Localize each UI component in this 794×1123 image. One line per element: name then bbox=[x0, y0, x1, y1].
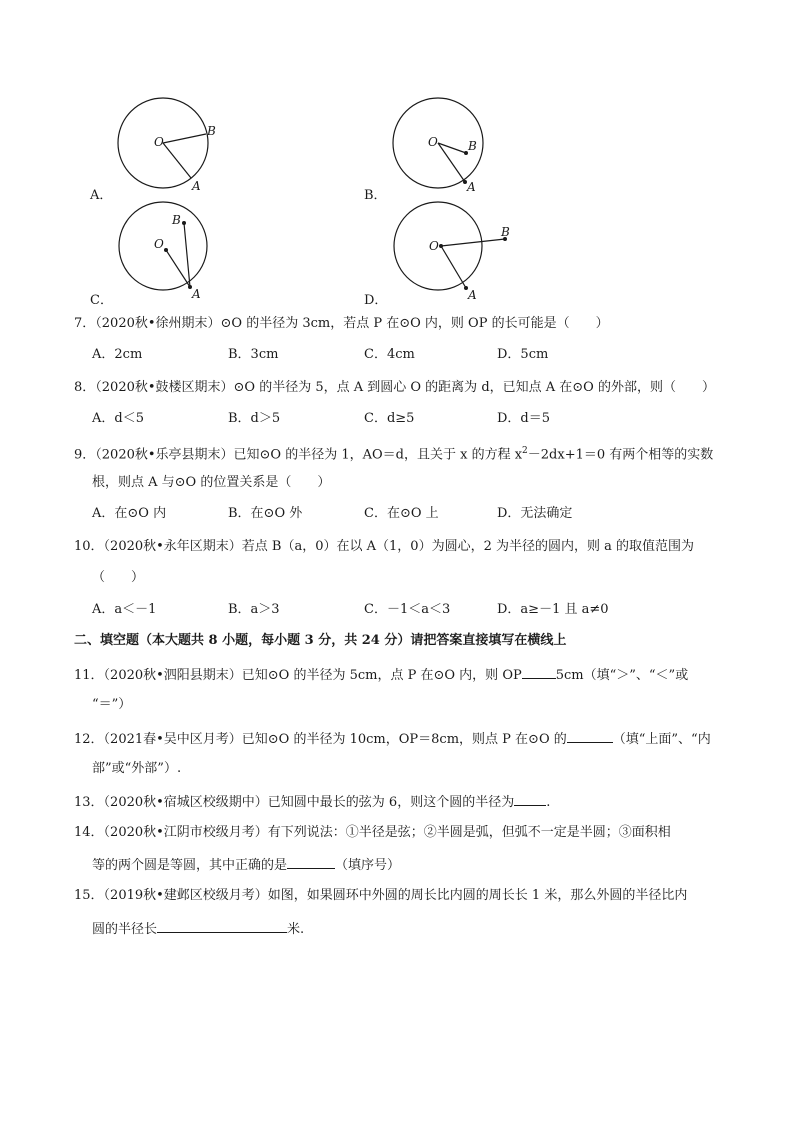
question-15-post: 米. bbox=[287, 922, 305, 937]
question-8-option-a[interactable]: A．d＜5 bbox=[92, 411, 144, 426]
question-15-pre: 圆的半径长 bbox=[92, 922, 158, 937]
question-12-line1 bbox=[74, 730, 711, 748]
question-14-pre: 等的两个圆是等圆，其中正确的是 bbox=[92, 858, 288, 873]
figure-d-point-o bbox=[439, 244, 443, 248]
question-10-option-b[interactable]: B．a＞3 bbox=[228, 602, 280, 617]
question-9-option-a[interactable]: A．在⊙O 内 bbox=[92, 506, 167, 521]
question-9-stem-post: －2dx+1＝0 有两个相等的实数 bbox=[527, 447, 714, 463]
figure-b-segment-ob bbox=[438, 143, 466, 153]
question-15-answer-blank[interactable] bbox=[157, 920, 287, 933]
question-11-answer-blank[interactable] bbox=[522, 666, 556, 679]
figure-a-label-o: O bbox=[154, 135, 164, 149]
figure-a-segment-ob bbox=[163, 134, 206, 143]
figure-c-segment-oa bbox=[166, 250, 190, 287]
question-10-option-a[interactable]: A．a＜－1 bbox=[92, 602, 157, 617]
question-8-stem: 8．（2020秋•鼓楼区期末）⊙O 的半径为 5，点 A 到圆心 O 的距离为 d，已知点 A 在⊙O 的外部，则（ ） bbox=[74, 380, 715, 395]
question-9-option-b[interactable]: B．在⊙O 外 bbox=[228, 506, 303, 521]
figure-c-label: C． bbox=[90, 293, 113, 308]
figure-b-label-a: A bbox=[467, 180, 476, 194]
question-8-option-b[interactable]: B．d＞5 bbox=[228, 411, 281, 426]
question-11-line2: “＝”） bbox=[92, 697, 132, 712]
question-10-stem-line1: 10．（2020秋•永年区期末）若点 B（a，0）在以 A（1，0）为圆心，2 为半径的圆内，则 a 的取值范围为 bbox=[74, 539, 694, 554]
question-8-option-c[interactable]: C．d≥5 bbox=[364, 411, 415, 426]
question-12-answer-blank[interactable] bbox=[567, 730, 613, 743]
figure-b bbox=[393, 98, 493, 198]
figure-d bbox=[393, 206, 523, 306]
figure-c bbox=[118, 206, 218, 306]
question-13-line1 bbox=[74, 793, 550, 811]
figure-c-label-o: O bbox=[154, 237, 164, 251]
question-14-post: （填序号） bbox=[335, 858, 401, 873]
question-9-exponent: 2 bbox=[522, 446, 528, 456]
figure-b-segment-oa bbox=[438, 143, 465, 182]
question-9-stem-line2: 根，则点 A 与⊙O 的位置关系是（ ） bbox=[92, 475, 331, 490]
question-14-line2 bbox=[92, 856, 400, 874]
question-9-option-c[interactable]: C．在⊙O 上 bbox=[364, 506, 439, 521]
figure-c-segment-ba bbox=[184, 223, 190, 287]
question-13-post: . bbox=[546, 795, 551, 810]
question-7-option-d[interactable]: D．5cm bbox=[497, 347, 549, 362]
question-13-answer-blank[interactable] bbox=[514, 793, 546, 806]
figure-c-point-b bbox=[182, 221, 186, 225]
question-11-line1 bbox=[74, 666, 688, 684]
question-13-pre: 13．（2020秋•宿城区校级期中）已知圆中最长的弦为 6，则这个圆的半径为 bbox=[74, 795, 515, 810]
figure-d-label-o: O bbox=[429, 239, 439, 253]
figure-a bbox=[118, 98, 218, 198]
question-7-option-b[interactable]: B．3cm bbox=[228, 347, 279, 362]
figure-c-label-a: A bbox=[192, 287, 201, 301]
question-11-pre: 11．（2020秋•泗阳县期末）已知⊙O 的半径为 5cm，点 P 在⊙O 内，则 OP bbox=[74, 668, 522, 683]
figure-b-label: B． bbox=[364, 188, 387, 203]
section-2-heading: 二、填空题（本大题共 8 小题，每小题 3 分，共 24 分）请把答案直接填写在横线上 bbox=[74, 633, 567, 648]
question-9-stem-pre: 9．（2020秋•乐亭县期末）已知⊙O 的半径为 1，AO＝d，且关于 x 的方程 x bbox=[74, 447, 523, 463]
figure-a-label-b: B bbox=[207, 124, 216, 138]
question-10-option-c[interactable]: C．－1＜a＜3 bbox=[364, 602, 451, 617]
question-14-answer-blank[interactable] bbox=[287, 856, 335, 869]
figure-c-point-o bbox=[164, 248, 168, 252]
figure-d-label-a: A bbox=[468, 288, 477, 302]
question-7-stem: 7．（2020秋•徐州期末）⊙O 的半径为 3cm，若点 P 在⊙O 内，则 OP 的长可能是（ ） bbox=[74, 316, 609, 331]
figure-a-segment-oa bbox=[163, 143, 191, 178]
question-9-stem-line1 bbox=[74, 443, 713, 463]
question-12-post: （填“上面”、“内 bbox=[612, 732, 711, 747]
question-11-post: 5cm（填“＞”、“＜”或 bbox=[555, 668, 689, 683]
figure-d-label: D． bbox=[364, 293, 388, 308]
figure-a-label-a: A bbox=[192, 179, 201, 193]
question-12-pre: 12．（2021春•吴中区月考）已知⊙O 的半径为 10cm，OP＝8cm，则点 P 在⊙O 的 bbox=[74, 732, 567, 747]
question-10-stem-line2: （ ） bbox=[92, 570, 145, 585]
figure-d-segment-oa bbox=[441, 246, 466, 288]
figure-b-label-b: B bbox=[468, 139, 477, 153]
question-14-line1: 14．（2020秋•江阴市校级月考）有下列说法：①半径是弦；②半圆是弧，但弧不一定是半圆；③面积相 bbox=[74, 825, 671, 840]
question-12-line2: 部”或“外部”）. bbox=[92, 761, 182, 776]
figure-b-label-o: O bbox=[428, 135, 438, 149]
figure-a-label: A． bbox=[90, 188, 113, 203]
figure-d-segment-ob bbox=[441, 239, 505, 246]
question-15-line1: 15．（2019秋•建邺区校级月考）如图，如果圆环中外圆的周长比内圆的周长长 1 米，那么外圆的半径比内 bbox=[74, 888, 688, 903]
figure-c-label-b: B bbox=[172, 213, 181, 227]
figure-d-label-b: B bbox=[501, 225, 510, 239]
question-7-option-c[interactable]: C．4cm bbox=[364, 347, 415, 362]
question-10-option-d[interactable]: D．a≥－1 且 a≠0 bbox=[497, 602, 609, 617]
question-9-option-d[interactable]: D．无法确定 bbox=[497, 506, 573, 521]
question-15-line2 bbox=[92, 920, 304, 938]
question-8-option-d[interactable]: D．d＝5 bbox=[497, 411, 551, 426]
question-7-option-a[interactable]: A．2cm bbox=[92, 347, 143, 362]
